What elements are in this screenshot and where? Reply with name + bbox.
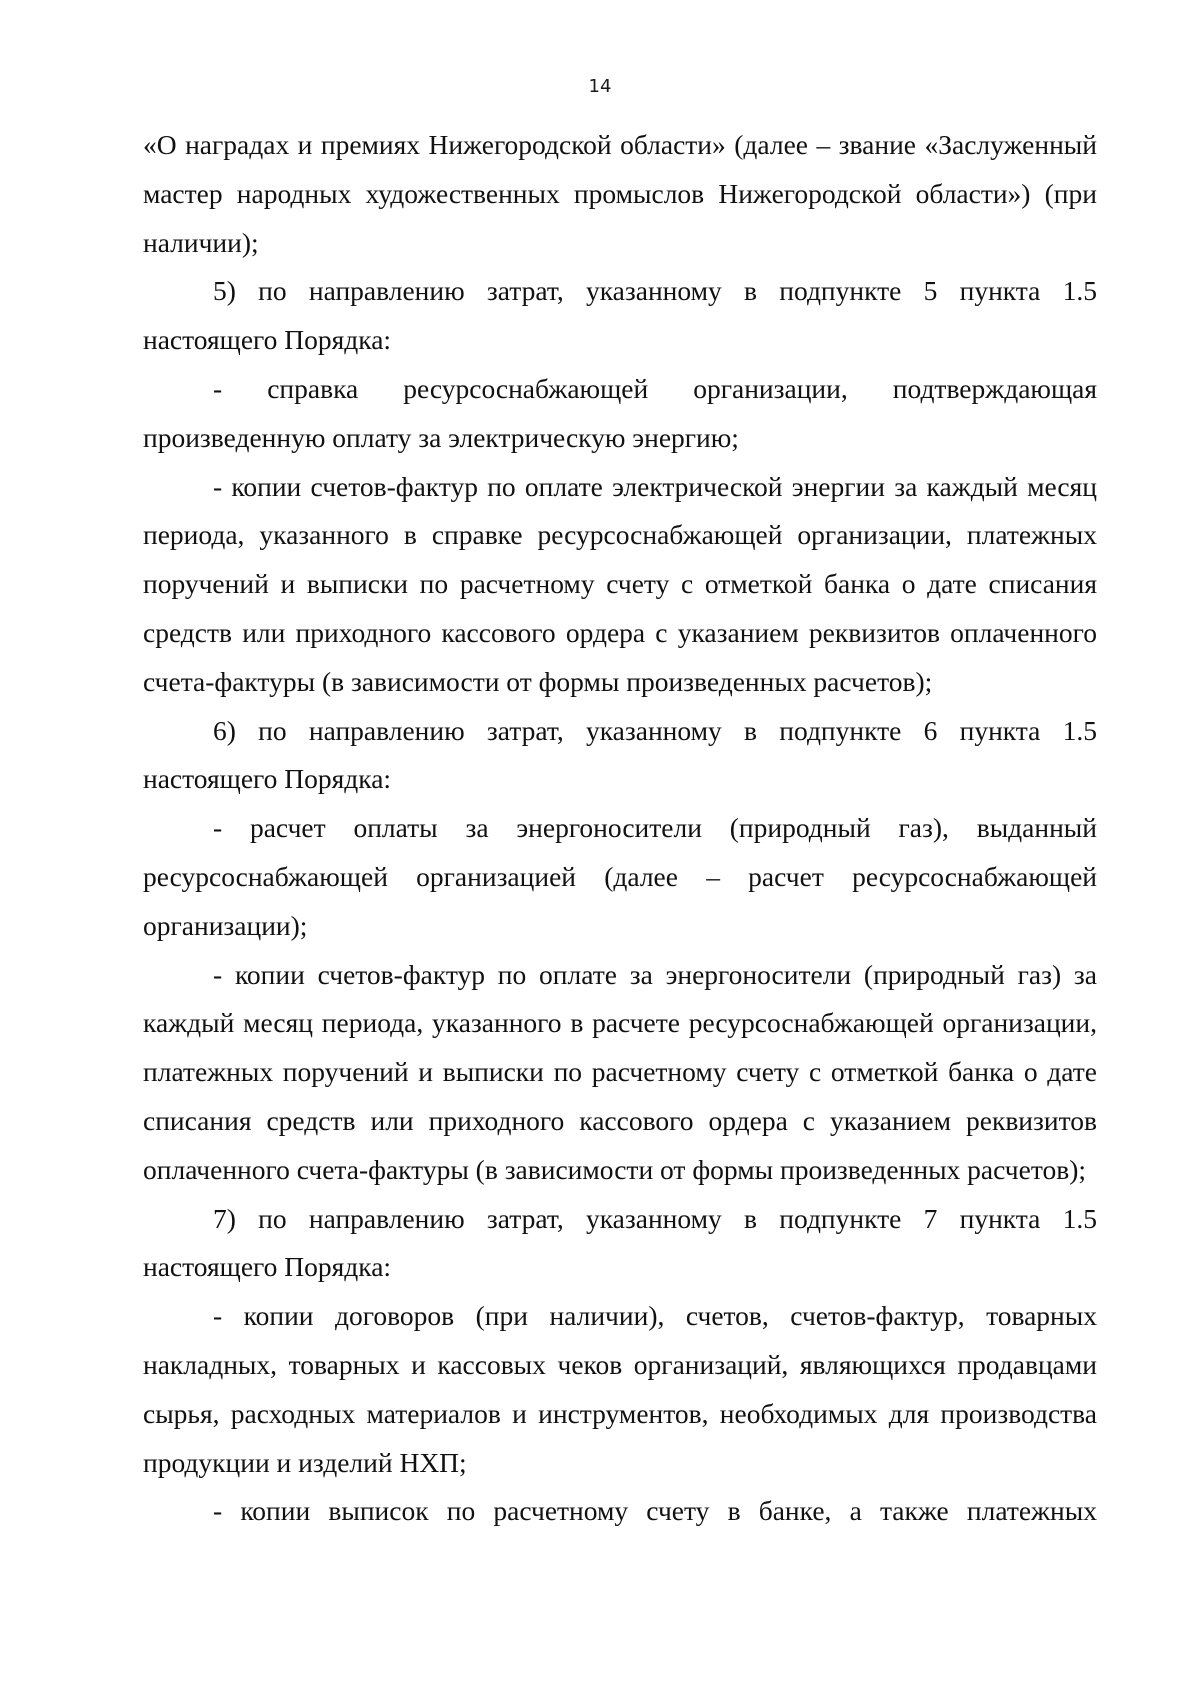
paragraph-item-5-certificate: - справка ресурсоснабжающей организации, подтверждающая произведенную оплату за электрическую энергию; <box>143 372 1097 453</box>
document-body <box>143 121 1097 1536</box>
paragraph-item-7-statements: - копии выписок по расчетному счету в банке, а также платежных <box>213 1495 1097 1527</box>
paragraph-continuation: «О наградах и премиях Нижегородской области» (далее – звание «Заслуженный мастер народных художественных промыслов Нижегородской области») (при наличии); <box>143 129 1097 258</box>
paragraph-item-7-contracts: - копии договоров (при наличии), счетов, счетов-фактур, товарных накладных, товарных и кассовых чеков организаций, являющихся продавцами сырья, расходных материалов и инструментов, необходимых для производства продукции и изделий НХП; <box>143 1300 1097 1478</box>
page-number: 14 <box>588 76 612 97</box>
paragraph-item-7: 7) по направлению затрат, указанному в подпункте 7 пункта 1.5 настоящего Порядка: <box>143 1202 1097 1283</box>
paragraph-item-6: 6) по направлению затрат, указанному в подпункте 6 пункта 1.5 настоящего Порядка: <box>143 714 1097 795</box>
paragraph-item-6-calculation: - расчет оплаты за энергоносители (природный газ), выданный ресурсоснабжающей организацией (далее – расчет ресурсоснабжающей организации); <box>143 812 1097 941</box>
paragraph-item-5-invoices: - копии счетов-фактур по оплате электрической энергии за каждый месяц периода, указанного в справке ресурсоснабжающей организации, платежных поручений и выписки по расчетному счету с отметкой банка о дате списания средств или приходного кассового ордера с указанием реквизитов оплаченного счета-фактуры (в зависимости от формы произведенных расчетов); <box>143 470 1097 697</box>
paragraph-item-5: 5) по направлению затрат, указанному в подпункте 5 пункта 1.5 настоящего Порядка: <box>143 275 1097 356</box>
paragraph-item-6-invoices: - копии счетов-фактур по оплате за энергоносители (природный газ) за каждый месяц периода, указанного в расчете ресурсоснабжающей организации, платежных поручений и выписки по расчетному счету с отметкой банка о дате списания средств или приходного кассового ордера с указанием реквизитов оплаченного счета-фактуры (в зависимости от формы произведенных расчетов); <box>143 958 1097 1185</box>
